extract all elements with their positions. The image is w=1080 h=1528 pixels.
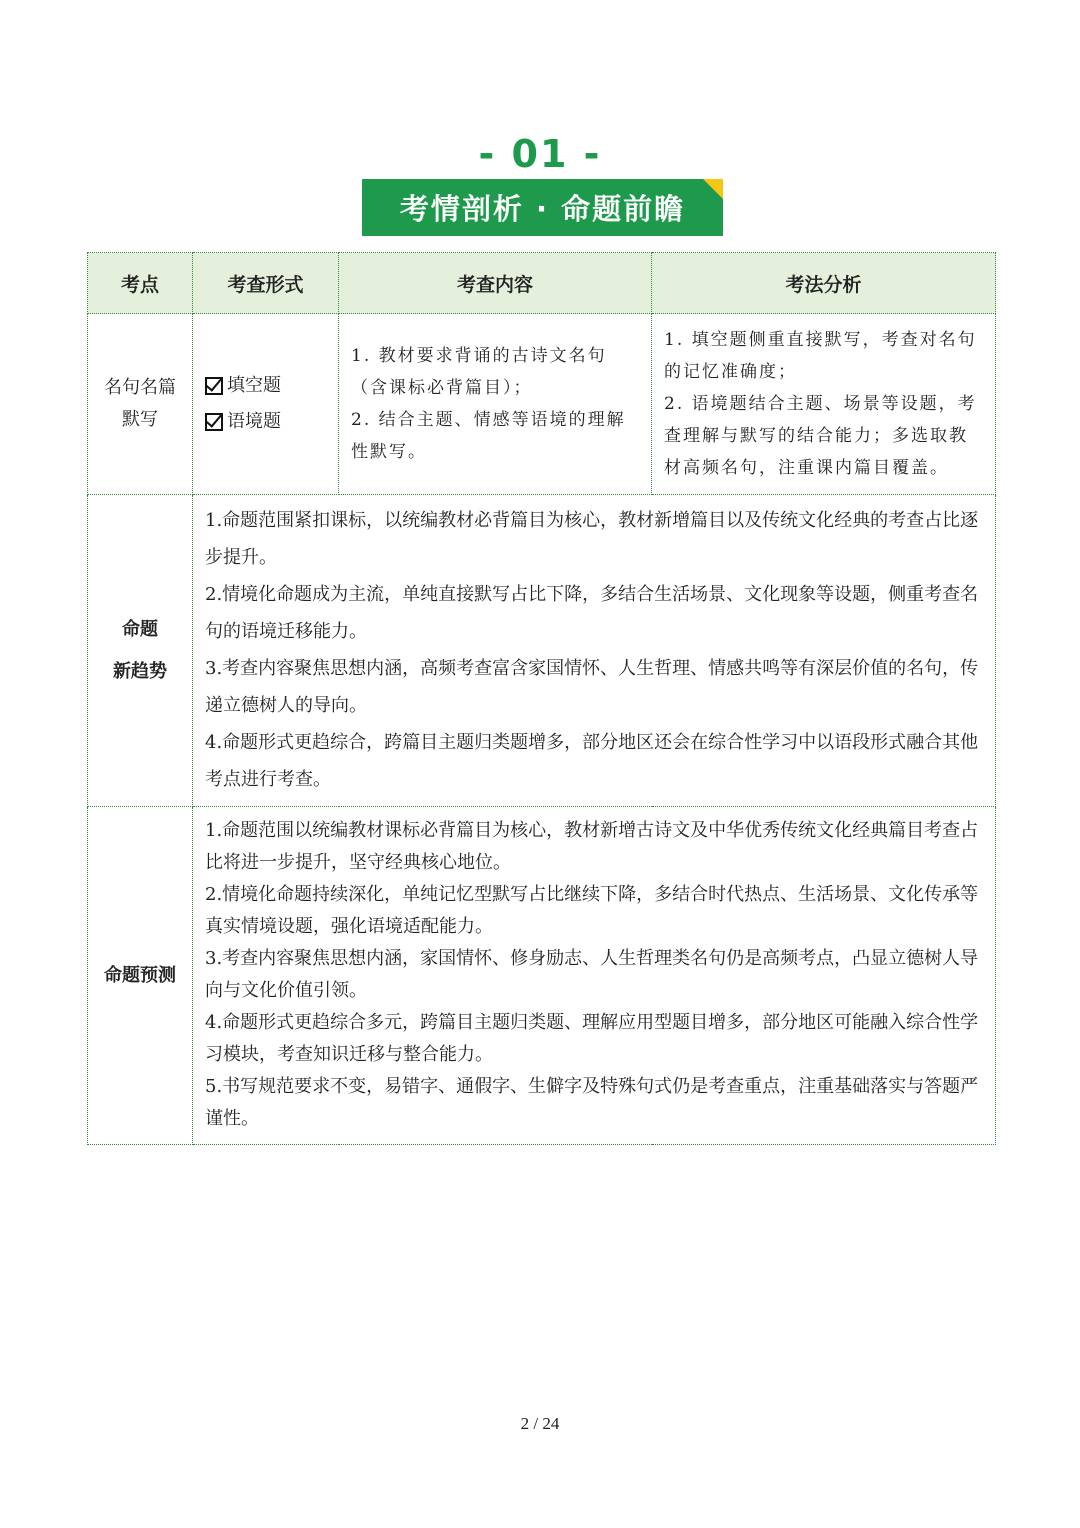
header-exam-form: 考查形式 xyxy=(193,253,339,314)
forecast-paragraph: 3.考查内容聚焦思想内涵，家国情怀、修身励志、人生哲理类名句仍是高频考点，凸显立德树人导向与文化价值引领。 xyxy=(205,947,979,1001)
exam-content-cell xyxy=(339,314,652,495)
form-option xyxy=(205,404,337,440)
content-item: 2. 结合主题、情感等语境的理解性默写。 xyxy=(351,410,626,462)
header-exam-content: 考查内容 xyxy=(339,253,652,314)
trend-label-line: 命题 xyxy=(122,618,158,640)
table-row xyxy=(88,807,996,1145)
trend-label-cell xyxy=(88,495,193,807)
header-exam-analysis: 考法分析 xyxy=(652,253,996,314)
table-header-row xyxy=(88,253,996,314)
exam-analysis-cell xyxy=(652,314,996,495)
trend-paragraph: 1.命题范围紧扣课标，以统编教材必背篇目为核心，教材新增篇目以及传统文化经典的考查占比逐步提升。 xyxy=(205,509,979,568)
section-banner xyxy=(362,179,723,236)
forecast-paragraph: 1.命题范围以统编教材课标必背篇目为核心，教材新增古诗文及中华优秀传统文化经典篇目考查占比将进一步提升，坚守经典核心地位。 xyxy=(205,819,979,873)
trend-paragraph: 4.命题形式更趋综合，跨篇目主题归类题增多，部分地区还会在综合性学习中以语段形式融合其他考点进行考查。 xyxy=(205,731,979,790)
exam-point-line: 默写 xyxy=(122,409,158,430)
trend-paragraph: 2.情境化命题成为主流，单纯直接默写占比下降，多结合生活场景、文化现象等设题，侧重考查名句的语境迁移能力。 xyxy=(205,583,979,642)
page-number: 2 / 24 xyxy=(520,1414,560,1433)
checked-box-icon xyxy=(205,377,223,395)
banner-title: 考情剖析 · 命题前瞻 xyxy=(399,192,686,226)
trend-content-cell xyxy=(193,495,996,807)
analysis-item: 1. 填空题侧重直接默写，考查对名句的记忆准确度； xyxy=(664,330,977,382)
forecast-paragraph: 5.书写规范要求不变，易错字、通假字、生僻字及特殊句式仍是考查重点，注重基础落实与答题严谨性。 xyxy=(205,1075,979,1129)
checked-box-icon xyxy=(205,413,223,431)
forecast-paragraph: 4.命题形式更趋综合多元，跨篇目主题归类题、理解应用型题目增多，部分地区可能融入综合性学习模块，考查知识迁移与整合能力。 xyxy=(205,1011,979,1065)
section-number: - 01 - xyxy=(478,132,602,176)
trend-label-line: 新趋势 xyxy=(113,660,167,682)
forecast-label: 命题预测 xyxy=(104,964,176,986)
forecast-content-cell xyxy=(193,807,996,1145)
form-option-label: 填空题 xyxy=(227,375,281,396)
table-row xyxy=(88,495,996,807)
exam-point-cell xyxy=(88,314,193,495)
forecast-label-cell xyxy=(88,807,193,1145)
banner-corner-decoration xyxy=(703,179,723,199)
analysis-item: 2. 语境题结合主题、场景等设题，考查理解与默写的结合能力；多选取教材高频名句，注重课内篇目覆盖。 xyxy=(664,394,977,478)
exam-analysis-table xyxy=(87,252,996,1145)
form-option-label: 语境题 xyxy=(227,411,281,432)
content-item: 1. 教材要求背诵的古诗文名句（含课标必背篇目）； xyxy=(351,346,607,398)
exam-point-line: 名句名篇 xyxy=(104,377,176,398)
form-option xyxy=(205,368,337,404)
trend-paragraph: 3.考查内容聚焦思想内涵，高频考查富含家国情怀、人生哲理、情感共鸣等有深层价值的名句，传递立德树人的导向。 xyxy=(205,657,979,716)
exam-form-cell xyxy=(193,314,339,495)
forecast-paragraph: 2.情境化命题持续深化，单纯记忆型默写占比继续下降，多结合时代热点、生活场景、文化传承等真实情境设题，强化语境适配能力。 xyxy=(205,883,979,937)
header-exam-point: 考点 xyxy=(88,253,193,314)
table-row xyxy=(88,314,996,495)
